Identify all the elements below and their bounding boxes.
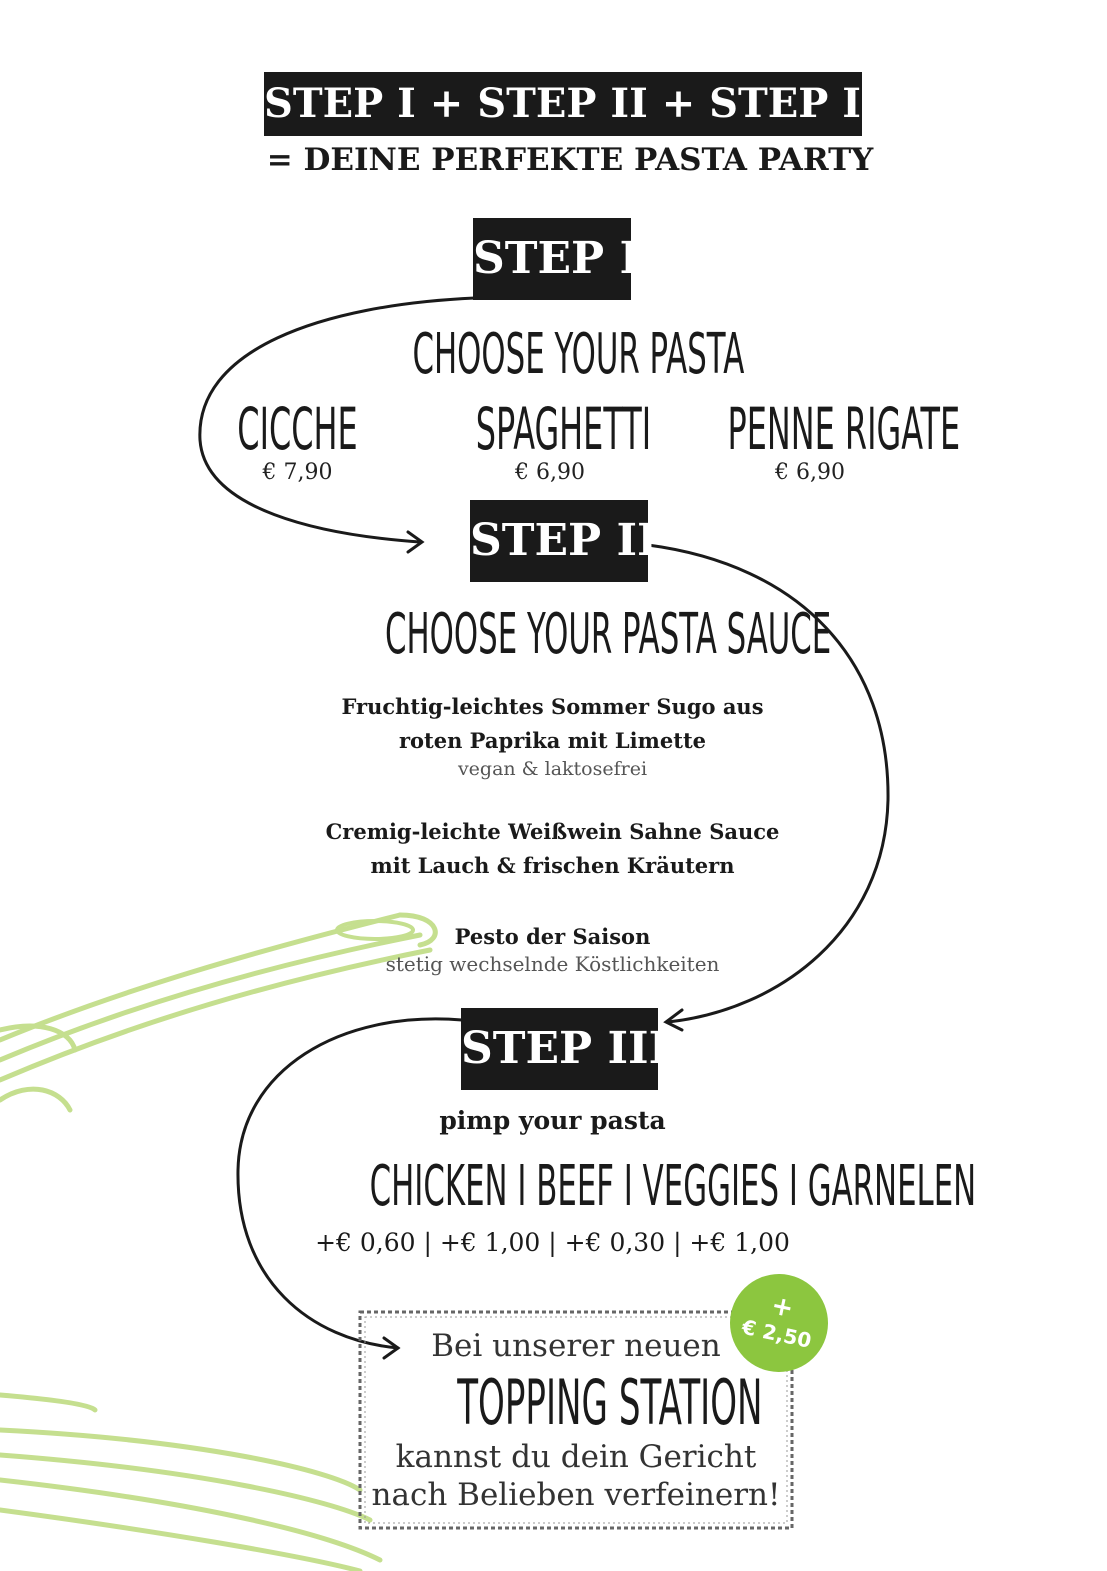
sauce-line1: Pesto der Saison [454,924,651,949]
pasta-item-cicche [185,395,410,485]
sauce-line2: mit Lauch & frischen Kräutern [370,853,735,878]
topping-line2: kannst du dein Gericht [395,1439,757,1475]
step3-toppings: CHICKEN I BEEF I VEGGIES I GARNELEN [369,1154,977,1219]
sauce-line1: Fruchtig-leichtes Sommer Sugo aus [341,694,764,719]
step1-banner [473,218,641,300]
step3-subheading: pimp your pasta [439,1106,666,1135]
step2-label: STEP II [470,515,658,566]
step2-heading-wrap [250,600,850,670]
sauce-note: stetig wechselnde Köstlichkeiten [385,952,720,976]
step2-banner [470,500,658,582]
sauce-line2: roten Paprika mit Limette [398,728,707,753]
step1-heading-wrap [300,320,800,390]
step3-toppings-wrap [220,1152,977,1222]
pasta-name: SPAGHETTI [475,395,652,463]
header-subtitle: = DEINE PERFEKTE PASTA PARTY [266,142,874,178]
pasta-price: € 7,90 [262,460,333,485]
pasta-price: € 6,90 [775,460,845,485]
sauce-item [340,922,765,976]
step1-heading: CHOOSE YOUR PASTA [412,322,745,387]
badge-plus: + [768,1290,797,1325]
step3-banner [461,1008,670,1090]
pasta-item-spaghetti [415,395,685,485]
step1-label: STEP I [473,233,641,284]
step3-label: STEP III [461,1023,670,1074]
sauce-line1: Cremig-leichte Weißwein Sahne Sauce [325,819,780,844]
topping-line3: nach Belieben verfeinern! [371,1477,781,1513]
header-banner [264,72,899,136]
step3-prices: +€ 0,60 | +€ 1,00 | +€ 0,30 | +€ 1,00 [315,1228,790,1257]
sauce-note: vegan & laktosefrei [457,758,648,780]
badge-price: € 2,50 [739,1314,814,1353]
topping-line1: Bei unserer neuen [431,1328,721,1364]
sauce-item [280,815,825,883]
topping-title: TOPPING STATION [457,1366,763,1439]
topping-station-box [360,1320,792,1520]
pasta-item-penne [660,395,961,485]
header-banner-text: STEP I + STEP II + STEP III [264,80,899,127]
pasta-name: PENNE RIGATE [727,395,961,463]
pasta-name: CICCHE [237,395,358,463]
step2-heading: CHOOSE YOUR PASTA SAUCE [385,602,832,667]
sauce-item [300,690,805,780]
pasta-price: € 6,90 [515,460,585,485]
